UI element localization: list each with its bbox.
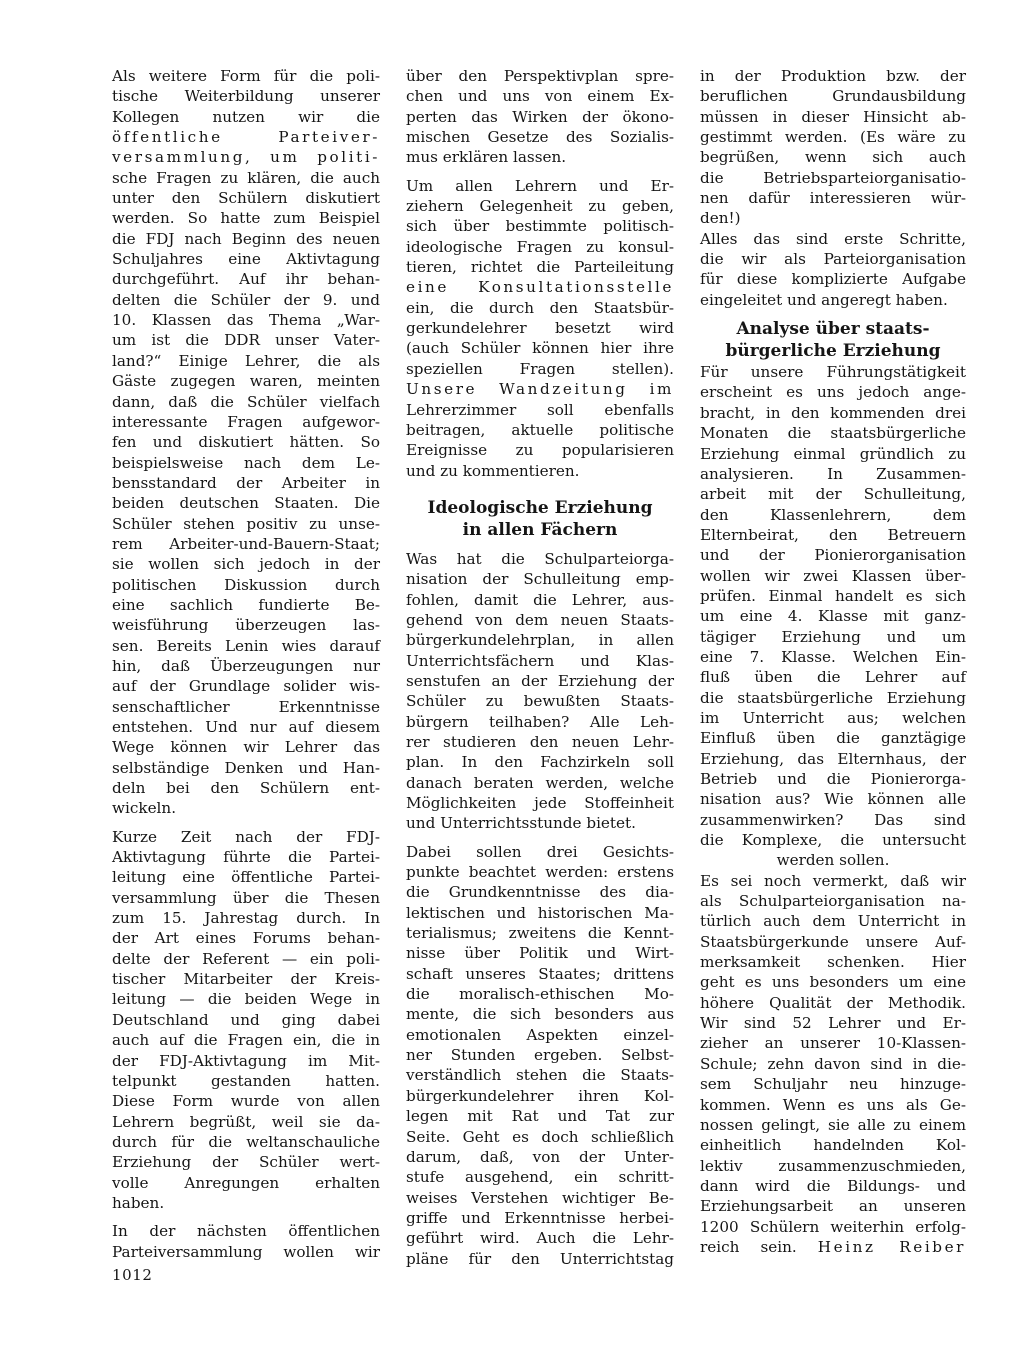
text-line: entstehen. Und nur auf diesem [112, 718, 380, 736]
paragraph-gap [406, 481, 674, 489]
text-line: werden sollen. [776, 851, 890, 870]
text-line: die moralisch-ethischen Mo- [406, 985, 674, 1004]
text-line: interessante Fragen aufgewor- [112, 412, 380, 431]
text-line: zieher an unserer 10-Klassen- [700, 1034, 966, 1053]
text-line: legen mit Rat und Tat zur [406, 1107, 674, 1126]
text-line: In der nächsten öffentlichen [112, 1222, 380, 1241]
author-signature: Heinz Reiber [817, 1237, 967, 1256]
text-line: beispielsweise nach dem Le- [112, 453, 380, 472]
text-line: mischen Gesetze des Sozialis- [406, 128, 674, 147]
text-line: haben. [112, 1193, 165, 1212]
text-line: speziellen Fragen stellen). [406, 359, 674, 378]
text-line: die Grundkenntnisse des dia- [406, 883, 674, 902]
text-line: einheitlich handelnden Kol- [700, 1136, 966, 1155]
text-line: im Unterricht aus; welchen [700, 708, 966, 727]
text-line: zusammenwirken? Das sind [700, 810, 966, 829]
text-line: rem Arbeiter-und-Bauern-Staat; [112, 534, 380, 553]
text-line: delte der Referent — ein poli- [112, 949, 380, 968]
text-line: sem Schuljahr neu hinzuge- [700, 1075, 966, 1094]
text-line: Unsere Wandzeitung im [406, 380, 674, 399]
text-line: Schüler zu bewußten Staats- [406, 692, 674, 711]
text-line: punkte beachtet werden: erstens [406, 863, 674, 882]
text-line: beitragen, aktuelle politische [406, 420, 674, 439]
text-line: erscheint es uns jedoch ange- [700, 383, 966, 402]
text-line: analysieren. In Zusammen- [700, 464, 966, 483]
text-line: weises Verstehen wichtiger Be- [406, 1188, 674, 1207]
text-line: Aktivtagung führte die Partei- [112, 848, 380, 867]
text-line: Monaten die staatsbürgerliche [700, 424, 966, 443]
text-line: zum 15. Jahrestag durch. In [112, 909, 380, 928]
text-line: beruflichen Grundausbildung [700, 87, 966, 106]
text-line: für diese komplizierte Aufgabe [700, 270, 966, 289]
text-line: Erziehung der Schüler wert- [112, 1153, 380, 1172]
text-line: land?“ Einige Lehrer, die als [112, 351, 380, 370]
text-line: fluß üben die Lehrer auf [700, 668, 966, 687]
text-line [700, 1237, 966, 1257]
text-line: eine sachlich fundierte Be- [112, 595, 380, 614]
text-line: Wir sind 52 Lehrer und Er- [700, 1014, 966, 1033]
text-line: prüfen. Einmal handelt es sich [700, 586, 966, 605]
text-line: ideologische Fragen zu konsul- [406, 237, 674, 256]
text-line: höhere Qualität der Methodik. [700, 993, 966, 1012]
text-line: die FDJ nach Beginn des neuen [112, 229, 380, 248]
text-line: öffentliche Parteiver- [112, 128, 380, 147]
text-line: türlich auch dem Unterricht in [700, 912, 966, 931]
text-line: mente, die sich besonders aus [406, 1005, 674, 1024]
heading-line: bürgerliche Erziehung [725, 341, 941, 362]
text-line: den Klassenlehrern, dem [700, 505, 966, 524]
text-line: versammlung, um politi- [112, 148, 380, 167]
paragraph [406, 176, 674, 481]
text-line: kommen. Wenn es uns als Ge- [700, 1095, 966, 1114]
text-line: Ereignisse zu popularisieren [406, 441, 674, 460]
text-line: Kollegen nutzen wir die [112, 107, 380, 126]
text-line: bracht, in den kommenden drei [700, 403, 966, 422]
text-line: wickeln. [112, 799, 177, 818]
paragraph [406, 549, 674, 834]
text-line: plan. In den Fachzirkeln soll [406, 753, 674, 772]
text-line: eine Konsultationsstelle [406, 278, 674, 297]
text-line: sich über bestimmte politisch- [406, 217, 674, 236]
paragraph [700, 871, 966, 1258]
text-line: bürgerkundelehrer ihren Kol- [406, 1086, 674, 1105]
text-line: weisführung überzeugen las- [112, 616, 380, 635]
paragraph [700, 66, 966, 229]
text-line: und zu kommentieren. [406, 461, 580, 480]
text-line: dann wird die Bildungs- und [700, 1176, 966, 1195]
text-line: telpunkt gestanden hatten. [112, 1071, 380, 1090]
text-line: die wir als Parteiorganisation [700, 250, 966, 269]
heading-line: Analyse über staats- [736, 319, 930, 340]
text-line: Staatsbürgerkunde unsere Auf- [700, 932, 966, 951]
text-line: in der Produktion bzw. der [700, 67, 966, 85]
text-line: leitung — die beiden Wege in [112, 990, 380, 1009]
text-line: chen und uns von einem Ex- [406, 87, 674, 106]
text-line: delten die Schüler der 9. und [112, 290, 380, 309]
heading-line: Ideologische Erziehung [427, 497, 653, 518]
text-line: Schule; zehn davon sind in die- [700, 1054, 966, 1073]
text-line: tische Weiterbildung unserer [112, 87, 380, 106]
text-line: fohlen, damit die Lehrer, aus- [406, 590, 674, 609]
text-line: durchgeführt. Auf ihr behan- [112, 270, 380, 289]
text-line: den!) [700, 209, 741, 228]
paragraph [406, 66, 674, 168]
text-line: arbeit mit der Schulleitung, [700, 485, 966, 504]
text-line: hin, daß Überzeugungen nur [112, 656, 380, 675]
text-line: senschaftlicher Erkenntnisse [112, 697, 380, 716]
paragraph-gap [112, 1213, 380, 1221]
text-line: als Schulparteiorganisation na- [700, 892, 966, 911]
text-column-3 [700, 66, 966, 1257]
text-line: um ist die DDR unser Vater- [112, 331, 380, 350]
text-line: nisse über Politik und Wirt- [406, 944, 674, 963]
text-line: Einfluß üben die ganztägige [700, 729, 966, 748]
text-line: auf der Grundlage solider wis- [112, 677, 380, 696]
text-line: die Betriebsparteiorganisatio- [700, 168, 966, 187]
text-line: beiden deutschen Staaten. Die [112, 494, 380, 513]
text-line: sche Fragen zu klären, die auch [112, 168, 380, 187]
text-line: emotionalen Aspekten einzel- [406, 1025, 674, 1044]
text-line: nisation der Schulleitung emp- [406, 570, 674, 589]
text-line: Dabei sollen drei Gesichts- [406, 842, 674, 861]
text-line: perten das Wirken der ökono- [406, 107, 674, 126]
text-line: terialismus; zweitens die Kennt- [406, 924, 674, 943]
text-line: tischer Mitarbeiter der Kreis- [112, 970, 380, 989]
page-number: 1012 [112, 1266, 153, 1284]
text-line: Erziehung, das Elternhaus, der [700, 749, 966, 768]
text-line: sen. Bereits Lenin wies darauf [112, 636, 380, 655]
text-line: Es sei noch vermerkt, daß wir [700, 871, 966, 890]
text-line: durch für die weltanschauliche [112, 1132, 380, 1151]
text-line: Schüler stehen positiv zu unse- [112, 514, 380, 533]
text-line: politischen Diskussion durch [112, 575, 380, 594]
text-line: geführt wird. Auch die Lehr- [406, 1229, 674, 1248]
text-line: bensstandard der Arbeiter in [112, 473, 380, 492]
text-line: Erziehungsarbeit an unseren [700, 1197, 966, 1216]
text-line: unter den Schülern diskutiert [112, 189, 380, 208]
heading-gap [406, 489, 674, 497]
text-line: Für unsere Führungstätigkeit [700, 363, 966, 382]
paragraph-gap [406, 834, 674, 842]
text-line: stufe ausgehend, ein schritt- [406, 1168, 674, 1187]
text-line: senstufen an der Erziehung der [406, 671, 674, 690]
text-line: nisation aus? Wie können alle [700, 790, 966, 809]
text-line: rer studieren den neuen Lehr- [406, 732, 674, 751]
text-line: Diese Form wurde von allen [112, 1092, 380, 1111]
text-line: Um allen Lehrern und Er- [406, 176, 674, 195]
text-line: 10. Klassen das Thema „War- [112, 311, 380, 330]
text-line: Lehrerzimmer soll ebenfalls [406, 400, 674, 419]
paragraph [112, 1221, 380, 1262]
text-line: Betrieb und die Pionierorga- [700, 770, 966, 788]
text-line: deln bei den Schülern ent- [112, 779, 380, 798]
text-line: volle Anregungen erhalten [112, 1173, 380, 1192]
text-line: Wege können wir Lehrer das [112, 738, 380, 757]
paragraph-gap [406, 168, 674, 176]
heading-line: in allen Fächern [462, 519, 618, 540]
text-line: Was hat die Schulparteiorga- [406, 549, 674, 568]
text-line: die Komplexe, die untersucht [700, 831, 966, 850]
text-line: Schuljahres eine Aktivtagung [112, 250, 380, 269]
text-line: der Art eines Forums behan- [112, 929, 380, 948]
paragraph [112, 66, 380, 819]
text-line: Kurze Zeit nach der FDJ- [112, 827, 380, 846]
text-line: darum, daß, von der Unter- [406, 1147, 674, 1166]
text-fragment: reich sein. [700, 1237, 797, 1256]
text-line: gestimmt werden. (Es wäre zu [700, 128, 966, 147]
text-line: ner Stunden ergeben. Selbst- [406, 1046, 674, 1065]
text-line: die staatsbürgerliche Erziehung [700, 688, 966, 707]
text-line: Seite. Geht es doch schließlich [406, 1127, 674, 1146]
text-line: (auch Schüler können hier ihre [406, 339, 674, 358]
text-line: Parteiversammlung wollen wir [112, 1242, 380, 1261]
text-line: gerkundelehrer besetzt wird [406, 319, 674, 338]
text-line: ein, die durch den Staatsbür- [406, 298, 674, 317]
text-column-1 [112, 66, 380, 1262]
text-line: merksamkeit schenken. Hier [700, 953, 966, 972]
text-line: Elternbeirat, den Betreuern [700, 525, 966, 544]
text-line: Gäste zugegen waren, meinten [112, 372, 380, 391]
text-line: Erziehung einmal gründlich zu [700, 444, 966, 463]
text-line: Lehrern begrüßt, weil sie da- [112, 1112, 380, 1131]
text-line: müssen in dieser Hinsicht ab- [700, 107, 966, 126]
text-column-2 [406, 66, 674, 1269]
text-line: gehend von dem neuen Staats- [406, 610, 674, 629]
text-line: mus erklären lassen. [406, 148, 567, 167]
text-line: griffe und Erkenntnisse herbei- [406, 1208, 674, 1227]
text-line: lektiv zusammenzuschmieden, [700, 1156, 966, 1175]
text-line: sie wollen sich jedoch in der [112, 555, 380, 574]
text-line: werden. So hatte zum Beispiel [112, 209, 380, 228]
text-line: verständlich stehen die Staats- [406, 1066, 674, 1085]
text-line: eingeleitet und angeregt haben. [700, 290, 948, 309]
text-line: und Unterrichtsstunde bietet. [406, 814, 636, 833]
text-line: Unterrichtsfächern und Klas- [406, 651, 674, 670]
text-line: wollen wir zwei Klassen über- [700, 566, 966, 585]
text-line: pläne für den Unterrichtstag [406, 1249, 674, 1268]
text-line: nen dafür interessieren wür- [700, 189, 966, 208]
heading-gap [700, 310, 966, 318]
text-line: bürgern teilhaben? Alle Leh- [406, 712, 674, 731]
text-line: ziehern Gelegenheit zu geben, [406, 197, 674, 216]
text-line: danach beraten werden, welche [406, 773, 674, 792]
heading-gap [406, 541, 674, 549]
text-line: um eine 4. Klasse mit ganz- [700, 607, 966, 626]
text-line: selbständige Denken und Han- [112, 758, 380, 777]
text-line: eine 7. Klasse. Welchen Ein- [700, 647, 966, 666]
text-line: Deutschland und ging dabei [112, 1010, 380, 1029]
paragraph [406, 842, 674, 1269]
text-line: begrüßen, wenn sich auch [700, 148, 966, 167]
text-line: Als weitere Form für die poli- [112, 67, 380, 85]
text-line: Alles das sind erste Schritte, [700, 229, 966, 248]
text-line: über den Perspektivplan spre- [406, 67, 674, 85]
text-line: dann, daß die Schüler vielfach [112, 392, 380, 411]
text-line: auch auf die Fragen ein, die in [112, 1031, 380, 1050]
paragraph [112, 827, 380, 1214]
text-line: geht es uns besonders um eine [700, 973, 966, 992]
paragraph [700, 362, 966, 871]
text-line: leitung eine öffentliche Partei- [112, 868, 380, 887]
text-line: Möglichkeiten jede Stoffeinheit [406, 794, 674, 812]
paragraph-gap [112, 819, 380, 827]
text-line: versammlung über die Thesen [112, 888, 380, 907]
section-heading [700, 318, 966, 362]
section-heading [406, 497, 674, 541]
text-line: bürgerkundelehrplan, in allen [406, 631, 674, 650]
text-line: nossen gelingt, sie alle zu einem [700, 1115, 966, 1134]
text-line: schaft unseres Staates; drittens [406, 964, 674, 983]
text-line: lektischen und historischen Ma- [406, 903, 674, 922]
text-line: 1200 Schülern weiterhin erfolg- [700, 1217, 966, 1236]
paragraph [700, 229, 966, 310]
text-line: tägiger Erziehung und um [700, 627, 966, 646]
text-line: der FDJ-Aktivtagung im Mit- [112, 1051, 380, 1070]
text-line: und der Pionierorganisation [700, 546, 966, 565]
text-line: fen und diskutiert hätten. So [112, 433, 380, 452]
text-line: tieren, richtet die Parteileitung [406, 258, 674, 277]
